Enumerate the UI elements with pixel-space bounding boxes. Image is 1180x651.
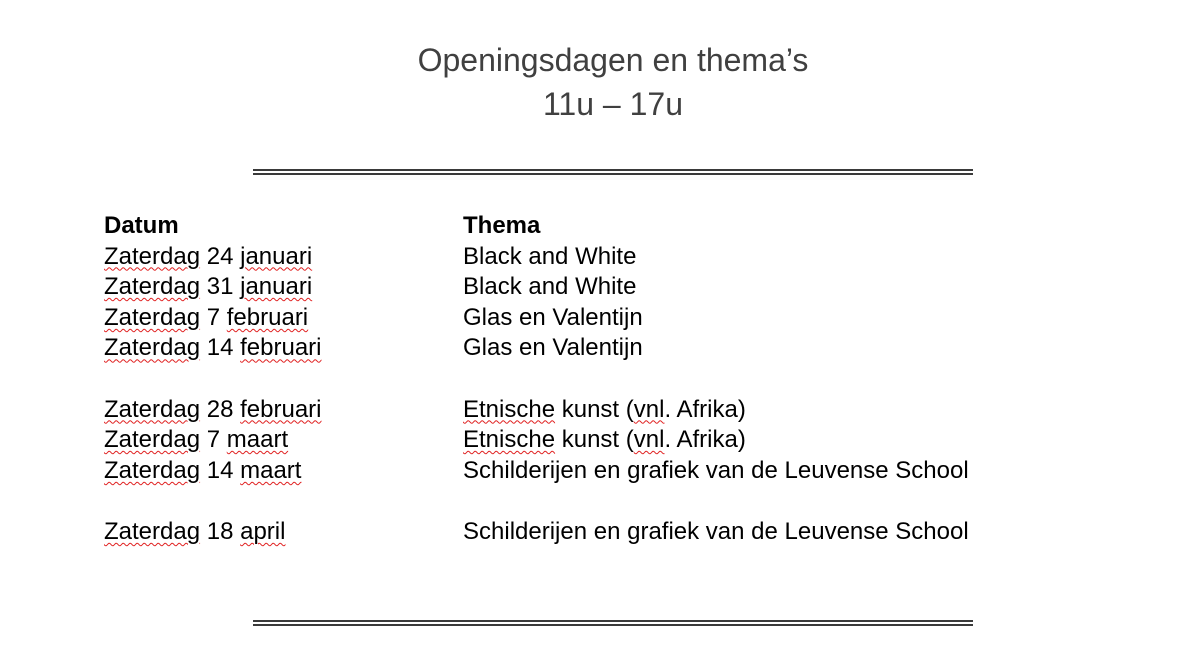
theme-cell: Black and White <box>463 242 637 270</box>
day-number: 14 <box>206 456 234 484</box>
day-word: Zaterdag <box>104 242 201 270</box>
day-word: Zaterdag <box>104 303 201 331</box>
theme-word-kunst: kunst ( <box>561 395 634 423</box>
day-number: 24 <box>206 242 234 270</box>
month-word: januari <box>240 242 313 270</box>
double-rule-top <box>253 169 973 175</box>
day-word: Zaterdag <box>104 426 201 454</box>
table-row <box>104 333 969 364</box>
table-row <box>104 242 969 273</box>
day-number: 7 <box>206 303 221 331</box>
month-word: februari <box>240 334 322 362</box>
day-word: Zaterdag <box>104 517 201 545</box>
month-word: maart <box>226 426 289 454</box>
opening-hours: 11u – 17u <box>543 86 683 122</box>
day-number: 31 <box>206 273 234 301</box>
day-number: 18 <box>206 517 234 545</box>
column-header-date: Datum <box>104 212 179 239</box>
theme-cell: Black and White <box>463 273 637 301</box>
theme-cell: Schilderijen en grafiek van de Leuvense School <box>463 456 969 484</box>
day-word: Zaterdag <box>104 456 201 484</box>
theme-cell <box>463 425 746 456</box>
table-header-row <box>104 211 969 242</box>
date-cell <box>104 272 463 303</box>
theme-cell <box>463 395 746 426</box>
table-row <box>104 395 969 426</box>
table-row <box>104 456 969 487</box>
theme-word-etnische: Etnische <box>463 395 556 423</box>
theme-cell: Schilderijen en grafiek van de Leuvense School <box>463 517 969 545</box>
day-word: Zaterdag <box>104 273 201 301</box>
theme-word-etnische: Etnische <box>463 426 556 454</box>
theme-cell: Glas en Valentijn <box>463 334 643 362</box>
theme-word-afrika: . Afrika) <box>664 395 746 423</box>
double-rule-bottom <box>253 620 973 626</box>
day-word: Zaterdag <box>104 395 201 423</box>
date-cell <box>104 425 463 456</box>
table-row <box>104 303 969 334</box>
date-cell <box>104 303 463 334</box>
month-word: januari <box>240 273 313 301</box>
page-title <box>0 38 1180 126</box>
date-cell <box>104 242 463 273</box>
title-text: Openingsdagen en thema’s <box>417 42 809 78</box>
theme-word-vnl: vnl <box>633 426 665 454</box>
day-number: 28 <box>206 395 234 423</box>
theme-word-vnl: vnl <box>633 395 665 423</box>
month-word: februari <box>226 303 309 331</box>
day-number: 7 <box>206 426 221 454</box>
date-cell <box>104 517 463 548</box>
date-cell <box>104 333 463 364</box>
table-row <box>104 517 969 548</box>
theme-word-kunst: kunst ( <box>561 426 634 454</box>
theme-word-afrika: . Afrika) <box>664 426 746 454</box>
theme-cell: Glas en Valentijn <box>463 303 643 331</box>
schedule-table <box>104 211 969 548</box>
date-cell <box>104 456 463 487</box>
column-header-theme: Thema <box>463 212 541 239</box>
table-row <box>104 272 969 303</box>
date-cell <box>104 395 463 426</box>
day-number: 14 <box>206 334 234 362</box>
month-word: april <box>240 517 286 545</box>
month-word: maart <box>240 456 302 484</box>
month-word: februari <box>240 395 322 423</box>
day-word: Zaterdag <box>104 334 201 362</box>
table-row <box>104 425 969 456</box>
